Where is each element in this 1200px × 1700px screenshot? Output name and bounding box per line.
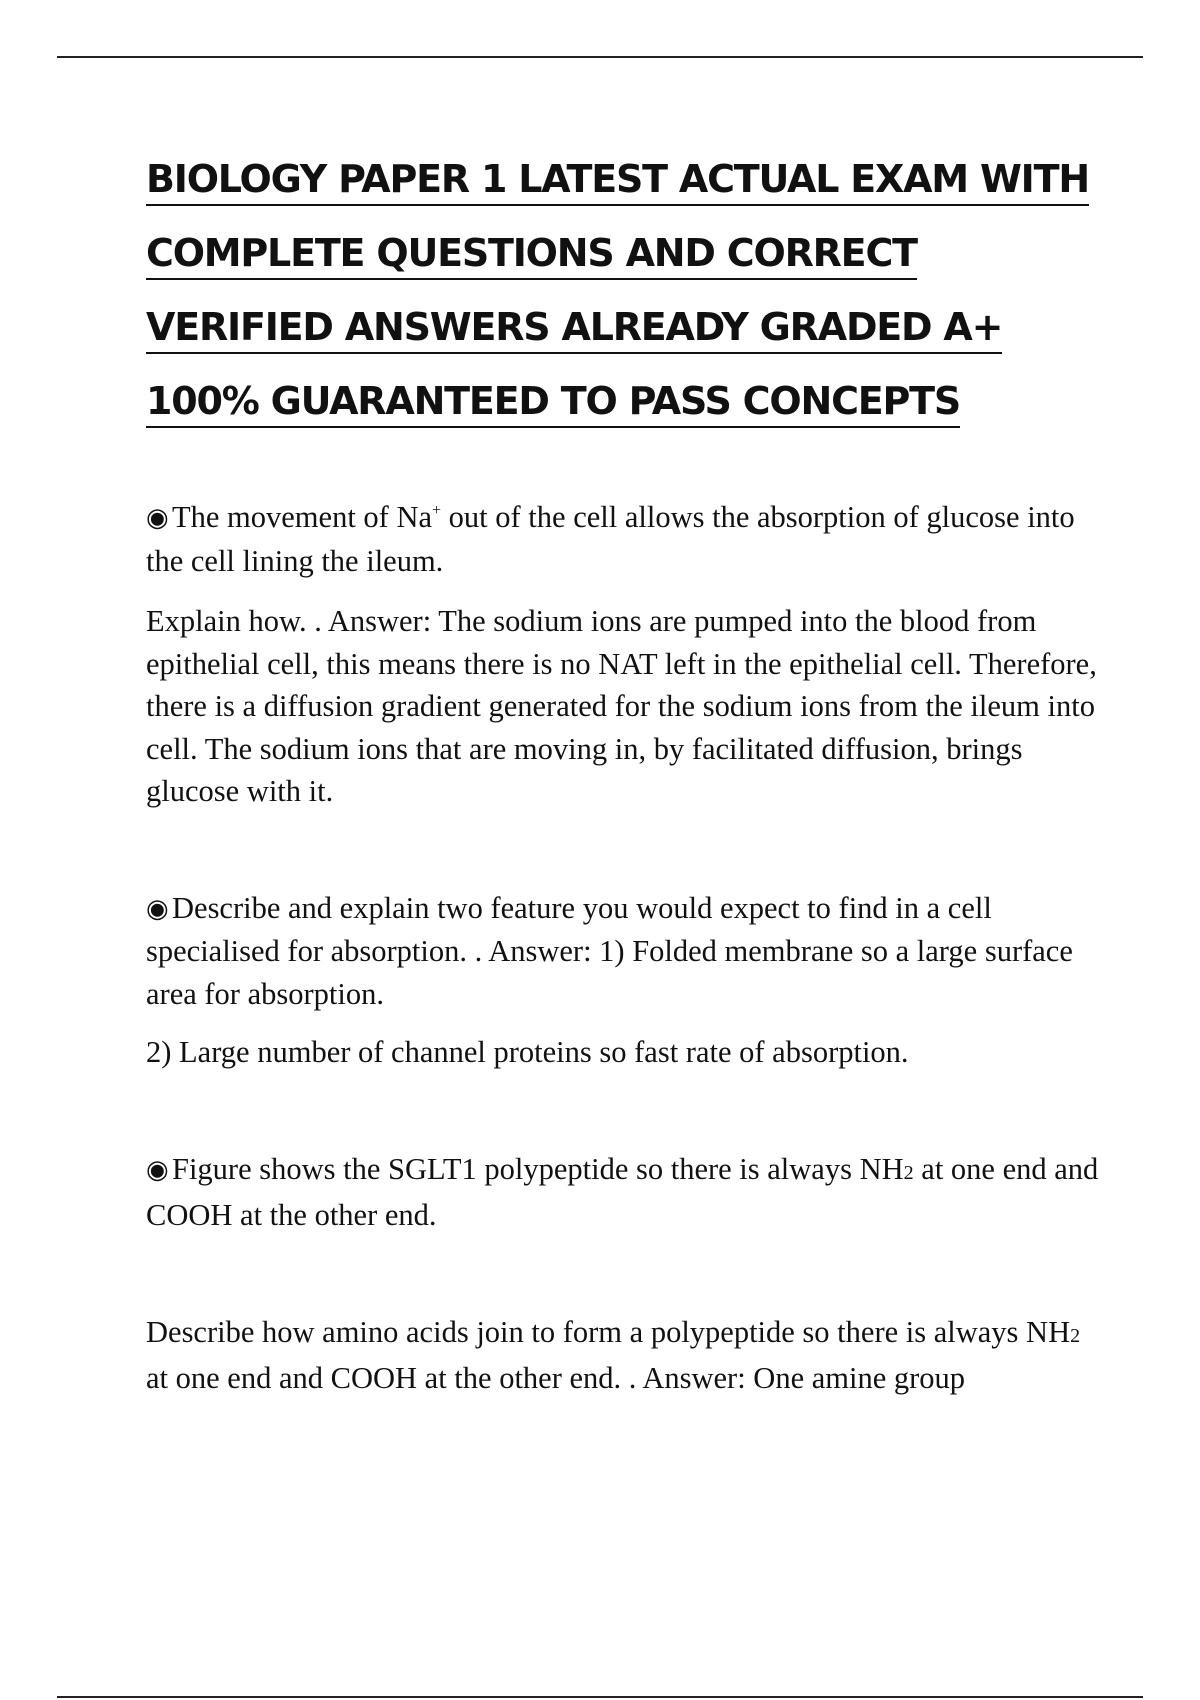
answer-1: Explain how. . Answer: The sodium ions are pumped into the blood from epithelial cell, this means there is no NAT left in the epithelial cell. Therefore, there is a diffusion gradient generated for the sodium ions from the ileum into cell. The sodium ions that are moving in, by facilitated diffusion, brings glucose with it. [146, 604, 1097, 808]
title-line-1: BIOLOGY PAPER 1 LATEST ACTUAL EXAM WITH [146, 154, 1089, 206]
question-2-text: Describe and explain two feature you would expect to find in a cell specialised for absorption. . Answer: 1) Folded membrane so a large surface area for absorption. [146, 890, 1073, 1011]
question-4-text-part1: Describe how amino acids join to form a polypeptide so there is always NH [146, 1314, 1071, 1349]
question-4-subscript: 2 [1070, 1324, 1081, 1347]
question-1-superscript: + [432, 502, 442, 519]
page-title [146, 146, 1106, 442]
title-line-4: 100% GUARANTEED TO PASS CONCEPTS [146, 376, 960, 428]
question-2 [146, 887, 1106, 1016]
document-body [146, 490, 1106, 1400]
question-4-text-part2: at one end and COOH at the other end. . Answer: One amine group [146, 1361, 966, 1395]
question-3-text-part1: Figure shows the SGLT1 polypeptide so there is always NH [172, 1151, 904, 1186]
title-line-2: COMPLETE QUESTIONS AND CORRECT [146, 228, 917, 280]
bullet-icon: ◉ [146, 503, 169, 532]
answer-2-point-2: 2) Large number of channel proteins so fast rate of absorption. [146, 1035, 909, 1069]
top-rule [57, 56, 1143, 58]
question-3-subscript: 2 [903, 1161, 914, 1184]
question-1-text-part2: out of the cell allows the absorption of glucose into the cell lining the ileum. [146, 500, 1075, 578]
question-3 [146, 1148, 1106, 1237]
bullet-icon: ◉ [146, 1154, 169, 1184]
title-line-3: VERIFIED ANSWERS ALREADY GRADED A+ [146, 302, 1002, 354]
question-1 [146, 490, 1106, 582]
question-3-text-part2: at one end and COOH at the other end. [146, 1151, 1099, 1232]
question-1-text-part1: The movement of Na [172, 500, 433, 534]
bullet-icon: ◉ [146, 893, 169, 923]
bottom-rule [57, 1696, 1143, 1698]
question-4 [146, 1311, 1106, 1400]
